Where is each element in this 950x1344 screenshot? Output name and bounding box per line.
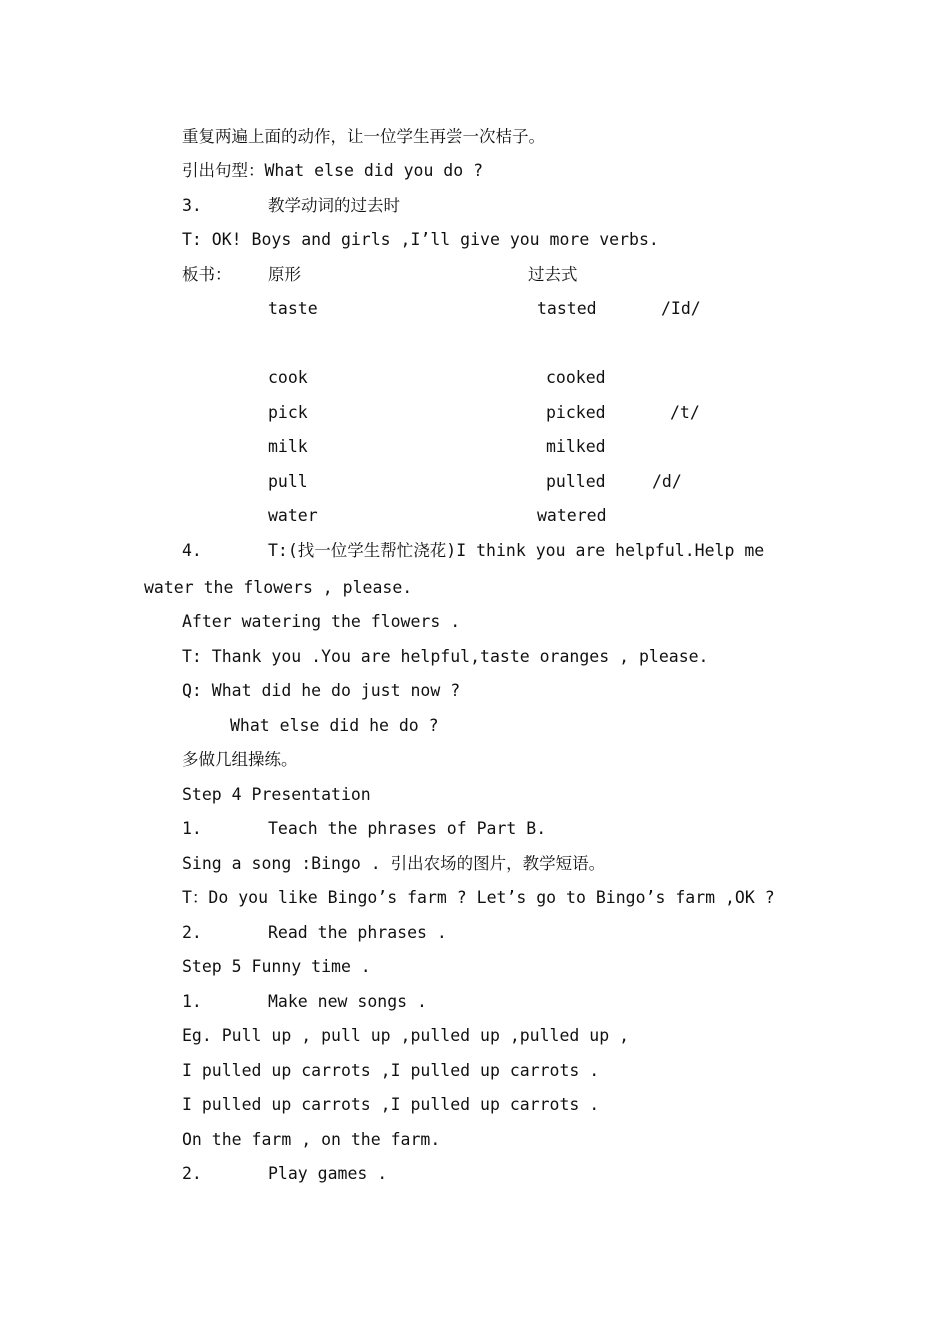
text-line: T: OK! Boys and girls ,I’ll give you more verbs. xyxy=(182,230,659,249)
verb-base: water xyxy=(268,506,318,525)
text-line: On the farm , on the farm. xyxy=(182,1130,441,1149)
text-line: Make new songs . xyxy=(268,992,427,1011)
text-line: Eg. Pull up , pull up ,pulled up ,pulled up , xyxy=(182,1026,630,1045)
text-line: T:(找一位学生帮忙浇花)I think you are helpful.Help me xyxy=(268,541,765,560)
text-line: I pulled up carrots ,I pulled up carrots . xyxy=(182,1095,600,1114)
text-line: T：Do you like Bingo’s farm ? Let’s go to Bingo’s farm ,OK ? xyxy=(182,888,775,907)
text-line: Sing a song :Bingo . 引出农场的图片，教学短语。 xyxy=(182,854,606,873)
verb-past: tasted xyxy=(537,299,597,318)
phonetic-d: /d/ xyxy=(652,472,682,491)
verb-past: picked xyxy=(546,403,606,422)
text-line: 教学动词的过去时 xyxy=(268,196,400,215)
list-number: 1. xyxy=(182,819,202,838)
list-number: 2. xyxy=(182,1164,202,1183)
verb-base: cook xyxy=(268,368,308,387)
text-line: water the flowers , please. xyxy=(144,578,413,597)
text-line: I pulled up carrots ,I pulled up carrots . xyxy=(182,1061,600,1080)
text-line: After watering the flowers . xyxy=(182,612,461,631)
verb-base: pull xyxy=(268,472,308,491)
text-line: T: Thank you .You are helpful,taste oranges , please. xyxy=(182,647,709,666)
text-line: Play games . xyxy=(268,1164,388,1183)
list-number: 3. xyxy=(182,196,202,215)
section-heading: Step 5 Funny time . xyxy=(182,957,371,976)
list-number: 1. xyxy=(182,992,202,1011)
verb-base: pick xyxy=(268,403,308,422)
verb-base: taste xyxy=(268,299,318,318)
verb-past: watered xyxy=(537,506,607,525)
text-line: 多做几组操练。 xyxy=(182,750,298,769)
text-line: Read the phrases . xyxy=(268,923,447,942)
text-line: Q: What did he do just now ? xyxy=(182,681,461,700)
list-number: 2. xyxy=(182,923,202,942)
phonetic-t: /t/ xyxy=(670,403,700,422)
verb-base: milk xyxy=(268,437,308,456)
verb-past: pulled xyxy=(546,472,606,491)
verb-past: cooked xyxy=(546,368,606,387)
section-heading: Step 4 Presentation xyxy=(182,785,371,804)
list-number: 4. xyxy=(182,541,202,560)
text-line: 引出句型：What else did you do ? xyxy=(182,161,484,180)
column-header-base-form: 原形 xyxy=(268,265,301,284)
text-line: What else did he do ? xyxy=(230,716,439,735)
column-header-past-tense: 过去式 xyxy=(528,265,578,284)
text-line: 重复两遍上面的动作，让一位学生再尝一次桔子。 xyxy=(182,127,545,146)
phonetic-id: /Id/ xyxy=(661,299,701,318)
board-label: 板书： xyxy=(182,265,232,284)
text-line: Teach the phrases of Part B. xyxy=(268,819,547,838)
verb-past: milked xyxy=(546,437,606,456)
